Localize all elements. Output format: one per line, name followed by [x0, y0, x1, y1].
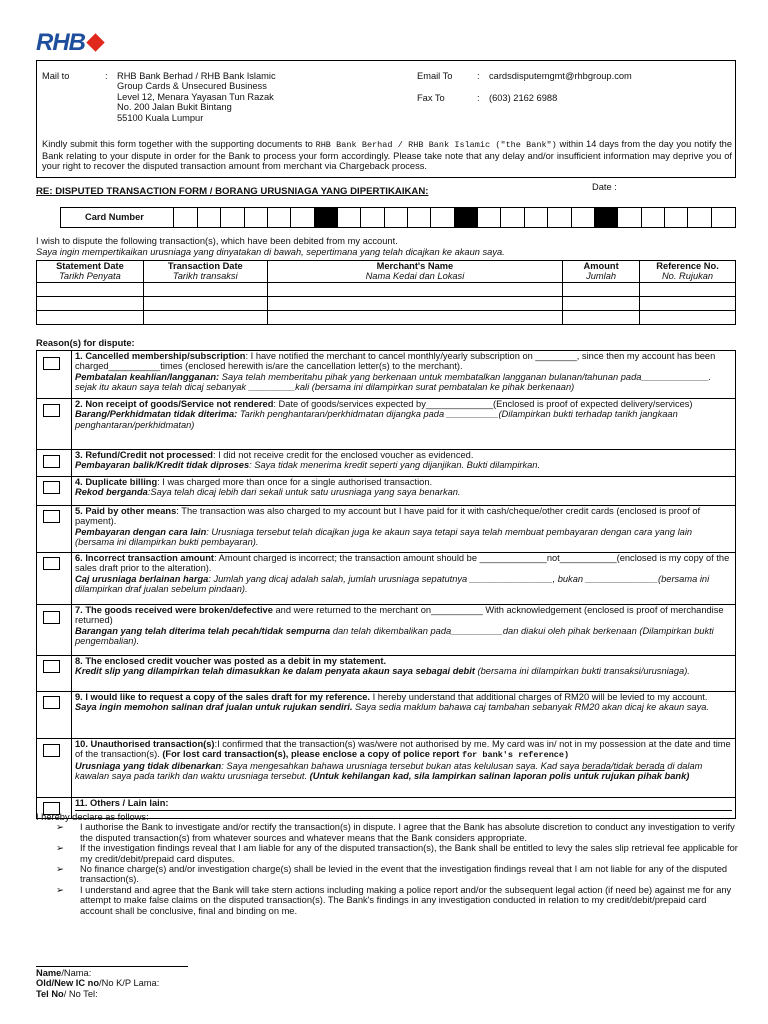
checkbox[interactable]: [43, 455, 60, 468]
table-cell[interactable]: [37, 310, 144, 324]
reason-text: [72, 477, 735, 505]
email-colon: :: [477, 71, 480, 81]
declaration-item: [56, 843, 741, 864]
reason-desc-my: Saya sedia maklum bahawa caj tambahan sebanyak RM20 akan dicaj ke akaun saya.: [352, 702, 710, 713]
card-digit-cell[interactable]: [221, 208, 244, 227]
header-merchant: [267, 261, 562, 283]
reason-desc-my-2: di dalam kawalan saya pada tarikh dan waktu urusniaga tersebut.: [75, 760, 703, 782]
reason-desc: : Amount charged is incorrect; the transaction amount should be _____________not___________(enclosed is my copy of the sales draft prior to the alteration).: [75, 553, 730, 574]
checkbox[interactable]: [43, 557, 60, 570]
card-separator-cell: [315, 208, 338, 227]
header-amount: [563, 261, 640, 283]
checkbox-cell: [37, 399, 72, 449]
header-my: Tarikh transaksi: [172, 271, 238, 282]
signature-line[interactable]: [36, 966, 188, 967]
table-cell[interactable]: [143, 296, 267, 310]
card-digit-cell[interactable]: [572, 208, 595, 227]
card-digit-cell[interactable]: [408, 208, 431, 227]
card-digit-cell[interactable]: [665, 208, 688, 227]
reason-desc-bold: (For lost card transaction(s), please enclose a copy of police report: [162, 749, 462, 760]
checkbox-cell: [37, 739, 72, 797]
arrow-icon: ➢: [56, 822, 64, 833]
table-row[interactable]: [37, 310, 736, 324]
reasons-box: [36, 350, 736, 819]
table-cell[interactable]: [267, 296, 562, 310]
checkbox[interactable]: [43, 696, 60, 709]
reason-slash: /: [610, 760, 614, 771]
header-my: Nama Kedai dan Lokasi: [365, 271, 465, 282]
reason-underline: tidak berada: [613, 760, 665, 771]
declaration-text: No finance charge(s) and/or investigation charge(s) shall be levied in the event that the investigation findings reveal that I am not liable for any of the disputed transaction(s).: [80, 864, 728, 885]
reason-desc: : I was charged more than once for a single authorised transaction.: [157, 477, 433, 487]
rhb-logo-text: RHB: [36, 29, 85, 56]
checkbox-cell: [37, 692, 72, 738]
reason-title: 3. Refund/Credit not processed: [75, 450, 213, 460]
address-line: Group Cards & Unsecured Business: [117, 81, 267, 92]
card-digit-cell[interactable]: [338, 208, 361, 227]
reason-title: 2. Non receipt of goods/Service not rendered: [75, 399, 274, 409]
ic-label-my: /No K/P Lama:: [99, 978, 160, 989]
address-line: RHB Bank Berhad / RHB Bank Islamic: [117, 71, 276, 81]
checkbox[interactable]: [43, 510, 60, 523]
reason-desc: :I confirmed that the transaction(s) was/were not authorised by me. My card was in/ not in my possession at the date and time of the transaction(s).: [75, 739, 731, 760]
arrow-icon: ➢: [56, 884, 64, 895]
reason-desc-my: : Saya mengesahkan bahawa urusniaga tersebut bukan atas kelulusan saya. Kad saya: [221, 760, 582, 771]
reason-10: [37, 739, 735, 798]
reason-5: [37, 506, 735, 553]
mailing-info-box: [36, 60, 736, 178]
reason-title: 10. Unauthorised transaction(s): [75, 739, 215, 749]
checkbox[interactable]: [43, 611, 60, 624]
reason-text: [72, 553, 735, 604]
reason-3: [37, 450, 735, 477]
reason-title-my: Barangan yang telah diterima telah pecah/tidak sempurna: [75, 625, 331, 636]
transaction-table: [36, 260, 736, 325]
checkbox[interactable]: [43, 744, 60, 757]
email-label: Email To: [417, 71, 453, 81]
card-digit-cell[interactable]: [501, 208, 524, 227]
reason-title-my: Pembayaran balik/Kredit tidak diproses: [75, 460, 250, 471]
dispute-intro-malay: Saya ingin mempertikaikan urusniaga yang dinyatakan di bawah, sepertimana yang telah dicajkan ke akaun saya.: [36, 247, 505, 257]
arrow-icon: ➢: [56, 864, 64, 875]
declaration-intro: I hereby declare as follows:: [36, 812, 149, 822]
table-cell[interactable]: [640, 282, 736, 296]
card-digit-cell[interactable]: [245, 208, 268, 227]
instructions: [42, 139, 732, 171]
reason-title: 8. The enclosed credit voucher was posted as a debit in my statement.: [75, 656, 387, 666]
header-en: Amount: [583, 261, 619, 271]
table-row[interactable]: [37, 296, 736, 310]
reason-text: [72, 506, 735, 552]
reason-title-my: Pembatalan keahlian/langganan:: [75, 371, 220, 382]
reason-desc: : Date of goods/services expected by_____________(Enclosed is proof of expected delivery/services): [273, 399, 693, 409]
checkbox-cell: [37, 351, 72, 398]
reason-text: [72, 450, 735, 476]
reason-desc-my: (bersama ini dilampirkan bukti transaksi/urusniaga).: [474, 666, 690, 677]
table-cell[interactable]: [143, 282, 267, 296]
checkbox-cell: [37, 450, 72, 476]
declaration-text: If the investigation findings reveal that I am liable for any of the disputed transaction(s), the Bank shall be entitled to levy the sales slip retrieval fee applicable for my credit/debit/prepaid card disputes.: [80, 843, 738, 864]
table-cell[interactable]: [143, 310, 267, 324]
reason-title: 5. Paid by other means: [75, 506, 177, 516]
reason-desc: : I have notified the merchant to cancel monthly/yearly subscription on ________, since then my account has been charged__________times (enclosed herewith is/are the cancellation letter(s) to the merchant).: [75, 351, 716, 372]
reason-desc: : I did not receive credit for the enclosed voucher as evidenced.: [212, 450, 474, 460]
card-digit-cell[interactable]: [642, 208, 665, 227]
reason-underline: berada: [581, 760, 611, 771]
header-reference: [640, 261, 736, 283]
table-cell[interactable]: [267, 310, 562, 324]
card-digit-cell[interactable]: [385, 208, 408, 227]
reason-desc-my: : Saya tidak menerima kredit seperti yang dijanjikan. Bukti dilampirkan.: [249, 460, 541, 471]
declaration-item: [56, 864, 741, 885]
address-line: Level 12, Menara Yayasan Tun Razak: [117, 91, 274, 102]
others-line[interactable]: [75, 810, 732, 811]
reason-text: [72, 656, 735, 691]
diamond-icon: [86, 33, 104, 51]
reason-text: [72, 399, 735, 449]
reason-desc-mono: for bank's reference): [461, 750, 570, 761]
reason-title-my: Kredit slip yang dilampirkan telah dimasukkan ke dalam penyata akaun saya sebagai debit: [75, 666, 475, 677]
table-cell[interactable]: [267, 282, 562, 296]
header-statement-date: [37, 261, 144, 283]
reason-text: [72, 739, 735, 797]
checkbox[interactable]: [43, 660, 60, 673]
tel-label: Tel No: [36, 988, 64, 999]
declaration-text: I understand and agree that the Bank will take stern actions including making a police report and/or the subsequent legal action (if need be) against me for any attempt to make false claims on the disputed transaction(s). The Bank's findings in any investigation conducted in relation to my credit/debit/prepaid card account shall be conclusive, final and binding on me.: [80, 884, 732, 916]
mail-colon: :: [105, 71, 108, 81]
reason-title-my: Barang/Perkhidmatan tidak diterima:: [75, 409, 238, 420]
checkbox[interactable]: [43, 404, 60, 417]
checkbox[interactable]: [43, 481, 60, 494]
card-digit-cell[interactable]: [618, 208, 641, 227]
arrow-icon: ➢: [56, 843, 64, 854]
table-cell[interactable]: [640, 296, 736, 310]
dispute-intro: I wish to dispute the following transaction(s), which have been debited from my account.: [36, 236, 398, 246]
card-number-row: [60, 207, 736, 228]
reason-9: [37, 692, 735, 739]
card-separator-cell: [455, 208, 478, 227]
reason-8: [37, 656, 735, 692]
instructions-bank: RHB Bank Berhad / RHB Bank Islamic ("the Bank"): [315, 140, 557, 150]
header-my: Jumlah: [586, 271, 617, 282]
declaration-item: [56, 885, 741, 916]
name-field: [36, 968, 159, 978]
rhb-logo: [36, 30, 102, 57]
card-digit-cell[interactable]: [478, 208, 501, 227]
checkbox-cell: [37, 605, 72, 655]
instructions-text: Kindly submit this form together with the supporting documents to: [42, 139, 316, 149]
card-digit-cell[interactable]: [548, 208, 571, 227]
reason-1: [37, 351, 735, 399]
header-en: Statement Date: [56, 261, 124, 271]
header-my: Tarikh Penyata: [59, 271, 121, 282]
declaration-text: I authorise the Bank to investigate and/or rectify the transaction(s) in dispute. I agree that the Bank has absolute discretion to conduct any investigation to verify the disputed transaction(s) from whatever sources and whatever means that the Bank considers appropriate.: [80, 822, 735, 843]
checkbox-cell: [37, 477, 72, 505]
reason-title-my: Caj urusniaga berlainan harga: [75, 573, 209, 584]
reason-text: [72, 605, 735, 655]
table-cell[interactable]: [563, 296, 640, 310]
tel-field: [36, 989, 159, 999]
table-row[interactable]: [37, 282, 736, 296]
reason-title-my: Urusniaga yang tidak dibenarkan: [75, 760, 222, 771]
ic-label: Old/New IC no: [36, 978, 100, 989]
reason-title: 6. Incorrect transaction amount: [75, 553, 214, 563]
reason-title: 4. Duplicate billing: [75, 477, 158, 487]
reason-6: [37, 553, 735, 605]
checkbox-cell: [37, 553, 72, 604]
reason-desc: : The transaction was also charged to my account but I have paid for it with cash/cheque/other credit cards (enclosed is proof of payment).: [75, 506, 701, 527]
reason-4: [37, 477, 735, 506]
header-en: Merchant's Name: [376, 261, 454, 271]
name-label-my: /Nama:: [61, 968, 92, 978]
reason-title-my: Saya ingin memohon salinan draf jualan untuk rujukan sendiri.: [75, 702, 353, 713]
reason-desc-my: :Saya telah dicaj lebih dari sekali untuk satu urusniaga yang saya benarkan.: [147, 487, 461, 498]
reason-desc-my: Tarikh penghantaran/perkhidmatan dijangka pada __________(Dilampirkan bukti terhadap tarikh jangkaan penghantaran/perkhidmatan): [75, 409, 678, 430]
table-cell[interactable]: [563, 310, 640, 324]
card-number-label: Card Number: [61, 208, 174, 227]
reason-title-my: Rekod berganda: [75, 487, 148, 498]
card-digit-cell[interactable]: [268, 208, 291, 227]
tel-label-my: / No Tel:: [63, 988, 98, 999]
ic-field: [36, 978, 159, 988]
mail-address: [117, 71, 276, 123]
reason-2: [37, 399, 735, 450]
reasons-title: Reason(s) for dispute:: [36, 338, 135, 348]
card-digit-cell[interactable]: [198, 208, 221, 227]
reason-desc: and were returned to the merchant on__________ With acknowledgement (enclosed is proof of merchandise returned): [75, 605, 724, 626]
instructions-text-2: within 14 days from the day you notify the Bank relating to your dispute in order for the Bank to process your form accordingly. Please take note that any delay and/or insufficient information may deprive you of your right to recover the disputed transaction amount from merchant via Chargeback process.: [42, 139, 733, 171]
reason-title-my: Pembayaran dengan cara lain: [75, 526, 207, 537]
card-separator-cell: [595, 208, 618, 227]
email-value: cardsdisputemgmt@rhbgroup.com: [489, 71, 632, 81]
card-digit-cell[interactable]: [431, 208, 454, 227]
address-line: 55100 Kuala Lumpur: [117, 112, 204, 123]
mail-to-label: Mail to: [42, 71, 70, 81]
fax-label: Fax To: [417, 93, 445, 103]
applicant-details: [36, 968, 159, 999]
table-header-row: [37, 261, 736, 283]
table-cell[interactable]: [640, 310, 736, 324]
reason-desc-my: : Urusniaga tersebut telah dicajkan juga ke akaun saya tetapi saya telah membuat pembayaran dengan cara yang lain (bersama ini dilampirkan bukti pembayaran).: [75, 526, 693, 548]
reason-title: 7. The goods received were broken/defective: [75, 605, 273, 615]
card-digit-cell[interactable]: [174, 208, 197, 227]
declaration: [36, 812, 741, 916]
reason-desc-my-bold: (Untuk kehilangan kad, sila lampirkan salinan laporan polis untuk rujukan pihak bank): [309, 771, 690, 782]
card-digit-cell[interactable]: [361, 208, 384, 227]
date-label: Date :: [592, 182, 617, 192]
address-line: No. 200 Jalan Bukit Bintang: [117, 102, 232, 113]
table-cell[interactable]: [37, 296, 144, 310]
checkbox[interactable]: [43, 357, 60, 370]
header-my: No. Rujukan: [661, 271, 714, 282]
reason-desc-my: Saya telah memberitahu pihak yang berkenaan untuk membatalkan langganan bulanan/tahunan pada_____________. sejak itu akaun saya telah dicaj sebanyak _________kali (bersama ini dilampirkan surat pembatalan ke pihak berkenaan): [75, 371, 712, 393]
reason-title: 9. I would like to request a copy of the sales draft for my reference.: [75, 692, 371, 702]
table-cell[interactable]: [563, 282, 640, 296]
fax-value: (603) 2162 6988: [489, 93, 558, 103]
header-en: Transaction Date: [167, 261, 243, 271]
reason-text: [72, 692, 735, 738]
reason-text: [72, 351, 735, 398]
reason-desc-my: dan telah dikembalikan pada__________dan diakui oleh pihak berkenaan (Dilampirkan bukti pengembalian).: [75, 625, 714, 647]
reason-desc-my: : Jumlah yang dicaj adalah salah, jumlah urusniaga sepatutnya ________________, bukan ______________(bersama ini dilampirkan draf jualan sebelum pindaan).: [75, 573, 710, 595]
reason-7: [37, 605, 735, 656]
reason-desc: I hereby understand that additional charges of RM20 will be levied to my account.: [370, 692, 708, 702]
header-en: Reference No.: [656, 261, 719, 271]
reason-title: 1. Cancelled membership/subscription: [75, 351, 246, 361]
card-digit-cell[interactable]: [525, 208, 548, 227]
card-digit-cell[interactable]: [291, 208, 314, 227]
checkbox-cell: [37, 656, 72, 691]
form-title: RE: DISPUTED TRANSACTION FORM / BORANG URUSNIAGA YANG DIPERTIKAIKAN:: [36, 186, 429, 197]
declaration-item: [56, 822, 741, 843]
card-digit-cell[interactable]: [712, 208, 735, 227]
header-transaction-date: [143, 261, 267, 283]
fax-colon: :: [477, 93, 480, 103]
table-cell[interactable]: [37, 282, 144, 296]
name-label: Name: [36, 968, 62, 978]
reason-title: 11. Others / Lain lain:: [75, 798, 169, 808]
card-digit-cell[interactable]: [688, 208, 711, 227]
checkbox-cell: [37, 506, 72, 552]
